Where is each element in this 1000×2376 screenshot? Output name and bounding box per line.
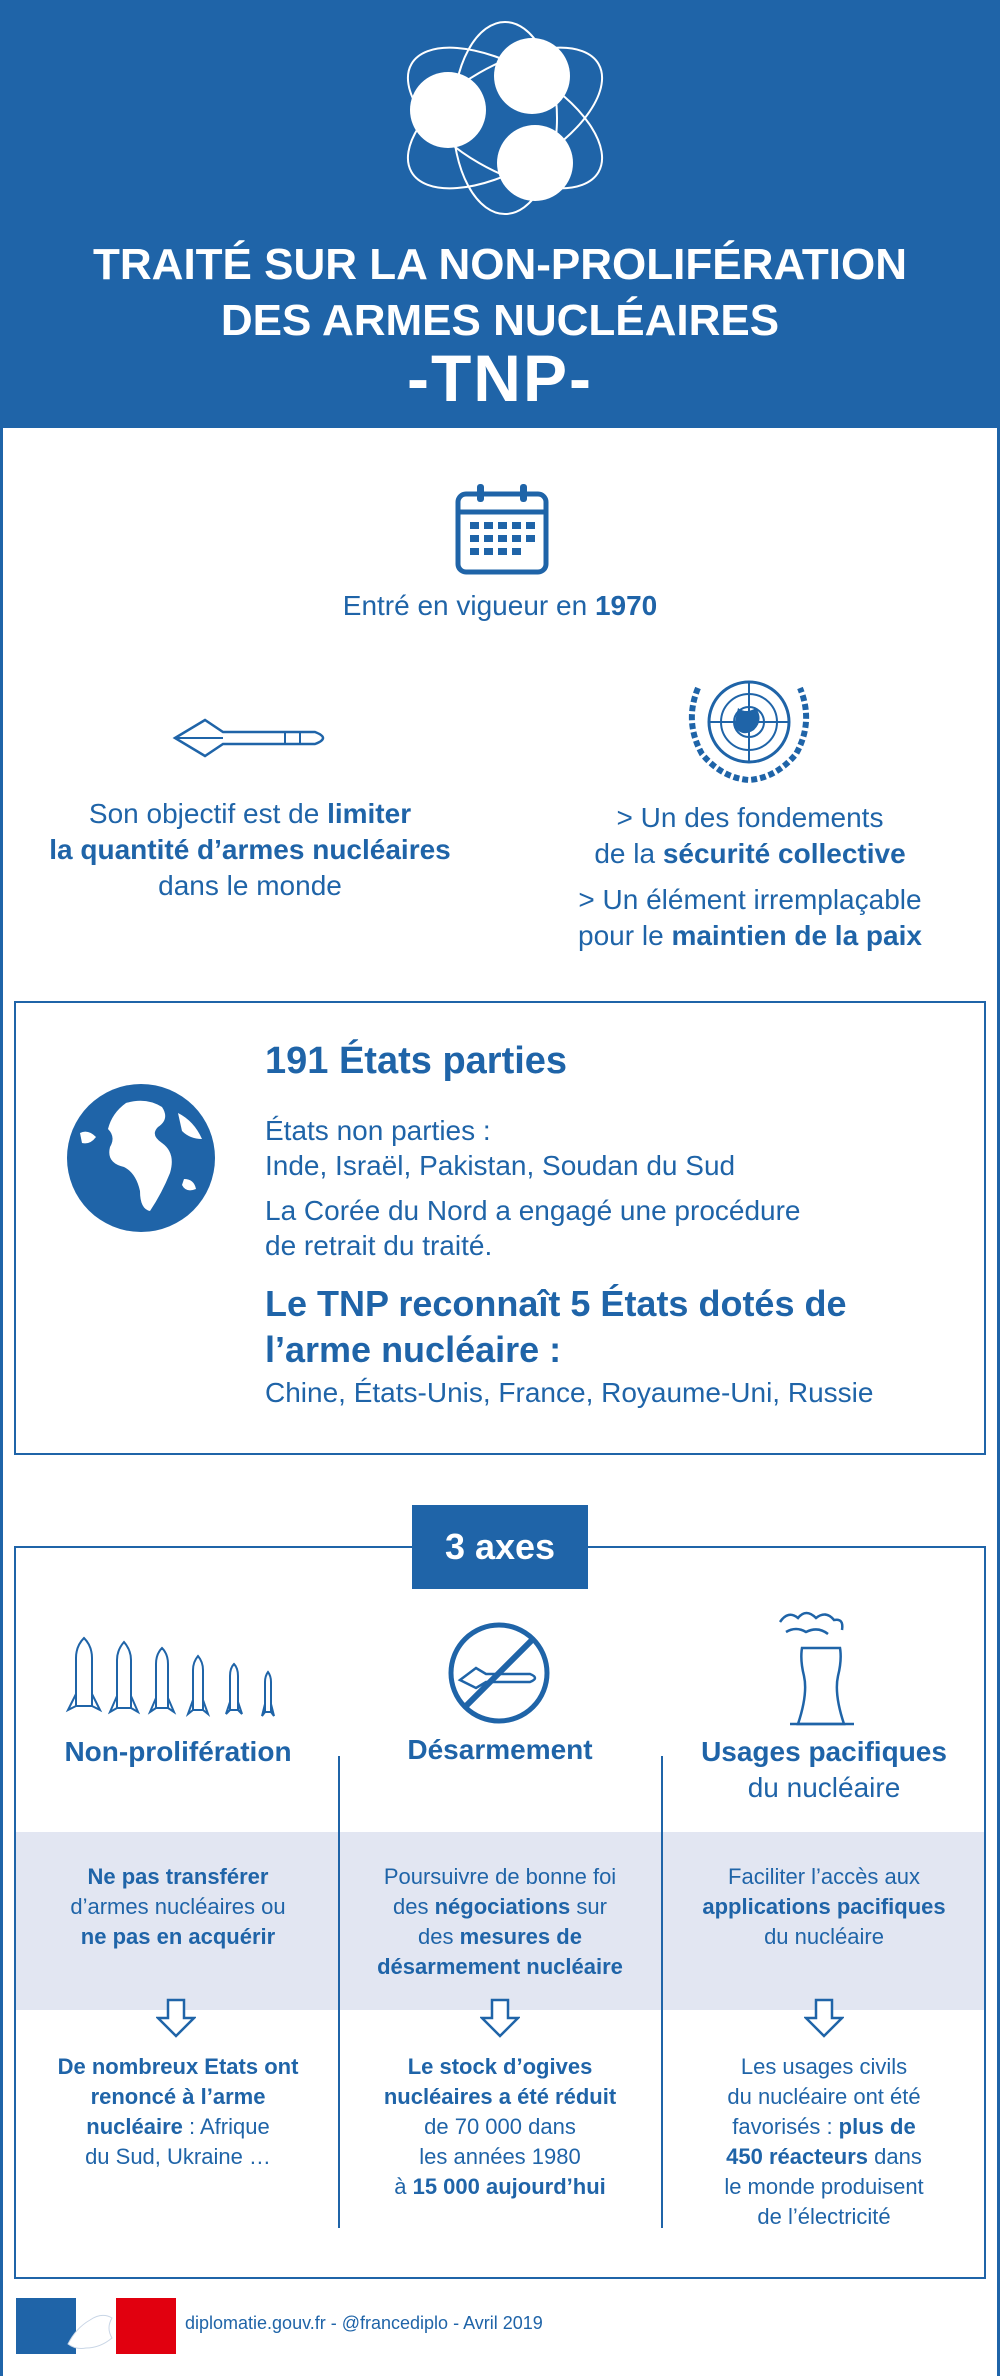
axes-tag: 3 axes — [412, 1505, 588, 1589]
axis-result-peaceful-uses: Les usages civils du nucléaire ont été favorisés : plus de 450 réacteurs dans le monde produisent de l’électricité — [724, 2054, 924, 2229]
states-parties-title: 191 États parties — [265, 1040, 568, 1082]
foundations-text: > Un des fondements de la sécurité collective > Un élément irremplaçable pour le maintien de la paix — [578, 802, 922, 951]
axis-goal-disarmament: Poursuivre de bonne foi des négociations sur des mesures de désarmement nucléaire — [377, 1864, 623, 1979]
axis-goal-non-proliferation: Ne pas transférer d’armes nucléaires ou ne pas en acquérir — [70, 1864, 286, 1949]
french-republic-logo — [16, 2298, 176, 2354]
axis-title-disarmament: Désarmement — [407, 1734, 593, 1765]
rockets-icon — [64, 1636, 284, 1720]
nuclear-plant-icon — [776, 1608, 866, 1728]
states-box — [14, 1001, 986, 1455]
un-emblem-icon — [676, 668, 822, 786]
title-line-2: DES ARMES NUCLÉAIRES — [220, 296, 780, 345]
korea-text: La Corée du Nord a engagé une procédure de retrait du traité. — [265, 1195, 801, 1261]
non-parties-text: États non parties : Inde, Israël, Pakistan, Soudan du Sud — [265, 1115, 736, 1181]
nuclear-states-list: Chine, États-Unis, France, Royaume-Uni, Russie — [265, 1377, 874, 1408]
axis-result-disarmament: Le stock d’ogives nucléaires a été réduit de 70 000 dans les années 1980 à 15 000 aujourd’hui — [383, 2054, 617, 2199]
calendar-icon — [455, 482, 549, 576]
column-divider — [338, 1756, 340, 2228]
no-missile-icon — [446, 1620, 552, 1726]
title-line-1: TRAITÉ SUR LA NON-PROLIFÉRATION — [93, 240, 907, 289]
axis-subtitle-peaceful-uses: du nucléaire — [747, 1772, 901, 1803]
missile-icon — [165, 712, 335, 764]
nuclear-states-title: Le TNP reconnaît 5 États dotés de l’arme nucléaire : — [265, 1283, 847, 1370]
globe-icon — [66, 1083, 216, 1233]
axis-title-non-proliferation: Non-prolifération — [64, 1736, 292, 1767]
footer-credits: diplomatie.gouv.fr - @francediplo - Avril 2019 — [185, 2313, 543, 2333]
atom-logo-icon — [390, 18, 620, 218]
column-divider — [661, 1756, 663, 2228]
axis-goal-peaceful-uses: Faciliter l’accès aux applications pacifiques du nucléaire — [702, 1864, 946, 1949]
entry-into-force: Entré en vigueur en 1970 — [342, 590, 658, 621]
objective-text: Son objectif est de limiter la quantité d’armes nucléaires dans le monde — [49, 798, 451, 901]
title-acronym: -TNP- — [407, 341, 593, 415]
arrow-down-icon — [804, 1998, 844, 2038]
arrow-down-icon — [156, 1998, 196, 2038]
axis-title-peaceful-uses: Usages pacifiques — [701, 1736, 947, 1767]
arrow-down-icon — [480, 1998, 520, 2038]
axis-result-non-proliferation: De nombreux Etats ont renoncé à l’arme nucléaire : Afrique du Sud, Ukraine … — [57, 2054, 299, 2169]
header — [0, 0, 1000, 428]
